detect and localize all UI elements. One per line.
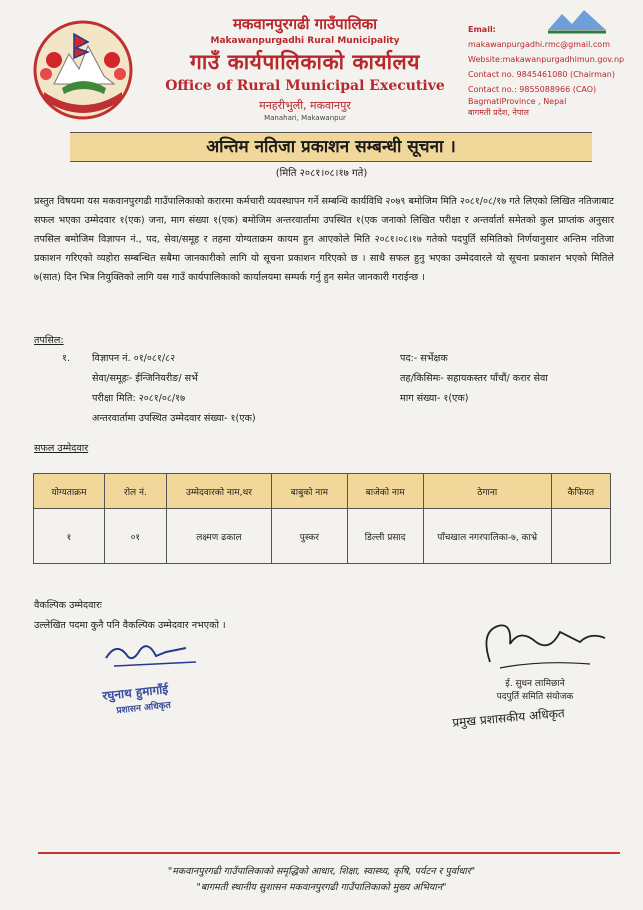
footer-line-1: "मकवानपुरगढी गाउँपालिकाको समृद्धिको आधार, शिक्षा, स्वास्थ्य, कृषि, पर्यटन र पुर्वाधार" <box>167 866 476 877</box>
col-remarks: कैफियत <box>551 474 610 509</box>
col-address: ठेगाना <box>423 474 551 509</box>
demand-count: माग संख्या- १(एक) <box>400 393 469 404</box>
municipality-name-en: Makawanpurgadhi Rural Municipality <box>210 36 400 46</box>
cell-name: लक्ष्मण ढकाल <box>166 509 271 564</box>
email-label: Email: <box>468 25 496 34</box>
sign-left-name: रघुनाथ हुमागाँई <box>101 682 169 703</box>
contact-block <box>468 22 638 119</box>
contact-chairman: Contact no. 9845461080 (Chairman) <box>468 70 615 79</box>
tapsil-serial: १. <box>62 353 71 364</box>
footer-slogan <box>0 864 643 896</box>
col-name: उम्मेदवारको नाम,थर <box>166 474 271 509</box>
cell-remarks <box>551 509 610 564</box>
results-table <box>33 473 611 564</box>
col-rank: योग्यताक्रम <box>34 474 105 509</box>
alternate-label: वैकल्पिक उम्मेदवारः <box>34 600 102 611</box>
footer-divider <box>38 852 620 854</box>
col-roll: रोल नं. <box>104 474 166 509</box>
table-row <box>34 509 611 564</box>
signature-left <box>96 636 236 716</box>
office-name-np: गाउँ कार्यपालिकाको कार्यालय <box>190 50 420 74</box>
col-father: बाबुको नाम <box>271 474 347 509</box>
nepal-emblem-icon <box>24 14 142 122</box>
ad-number: विज्ञापन नं. ०१/०८१/८२ <box>92 353 176 364</box>
cell-roll: ०१ <box>104 509 166 564</box>
website-url[interactable]: makawanpurgadhimun.gov.np <box>502 55 625 64</box>
successful-label: सफल उम्मेदवार <box>34 443 89 454</box>
cell-rank: १ <box>34 509 105 564</box>
alternate-block <box>34 596 226 636</box>
post-name: पद:- सर्भेक्षक <box>400 353 448 364</box>
col-grandfather: बाजेको नाम <box>347 474 423 509</box>
location-en: Manahari, Makawanpur <box>264 114 346 122</box>
letterhead <box>140 14 470 122</box>
sign-right-name: ई. सुधन लामिछाने <box>505 679 565 689</box>
sign-right-title: पदपुर्ति समिति संयोजक <box>496 692 574 702</box>
notice-body: प्रस्तुत विषयमा यस मकवानपुरगढी गाउँपालिकाको करारमा कर्मचारी व्यवस्थापन गर्ने सम्बन्धि कार्यविधि २०७९ बमोजिम मिति २०८१/०८/१७ गते लिएको लिखित नतिजाबाट सफल भएका उम्मेदवार १(एक) जना, माग संख्या १(एक) बमोजिम अन्तरवार्तामा उपस्थित १(एक जनाको लिखित परीक्षा र अन्तर्वार्ता समेतको कुल प्राप्तांक अनुसार तपसिल बमोजिम विज्ञापन नं., पद, सेवा/समूह र तहमा योग्यताक्रम कायम हुन आएकोले मिति २०८१।०८।१७ गतेको पदपुर्ति समितिको निर्णयानुसार अन्तिम नतिजा प्रकाशन गरिएको व्यहोरा सम्बन्धित सबैमा जानकारीको लागि यो सूचना प्रकाशन गरिएको छ । साथै सफल हुनु भएका उम्मेदवारले यो सूचना प्रकाशन भएको मितिले ७(सात) दिन भित्र नियुक्तिको लागि यस गाउँ कार्यपालिकाको कार्यालयमा सम्पर्क गर्नु हुन समेत जानकारी गराईन्छ । <box>34 196 614 283</box>
cell-grandfather: डिल्ली प्रसाद <box>347 509 423 564</box>
municipality-name-np: मकवानपुरगढी गाउँपालिका <box>232 15 378 33</box>
email-address[interactable]: makawanpurgadhi.rmc@gmail.com <box>468 40 610 49</box>
interview-count: अन्तरवार्तामा उपस्थित उम्मेदवार संख्या- १(एक) <box>92 413 256 424</box>
handwritten-signature-icon <box>96 636 236 676</box>
level-type: तह/किसिमः- सहायकस्तर पाँचौं/ करार सेवा <box>400 373 548 384</box>
cell-address: पाँचखाल नगरपालिका-७, काभ्रे <box>423 509 551 564</box>
cell-father: पुस्कर <box>271 509 347 564</box>
exam-date: परीक्षा मिति: २०८१/०८/१७ <box>92 393 186 404</box>
sign-left-title: प्रशासन अधिकृत <box>115 700 172 717</box>
contact-cao: Contact no.: 9855088966 (CAO) <box>468 85 597 94</box>
alternate-text: उल्लेखित पदमा कुनै पनि वैकल्पिक उम्मेदवार नभएको । <box>34 620 226 631</box>
handwritten-signature-icon <box>440 612 630 672</box>
official-stamp: प्रमुख प्रशासकीय अधिकृत <box>451 705 566 730</box>
notice-date: (मिति २०८१।०८।१७ गते) <box>275 168 368 179</box>
website-label: Website: <box>468 55 503 64</box>
province-np: बागमती प्रदेश, नेपाल <box>468 108 529 117</box>
tapsil-label: तपसिल: <box>34 335 64 346</box>
office-name-en: Office of Rural Municipal Executive <box>165 78 445 94</box>
signature-right <box>440 612 630 742</box>
notice-title: अन्तिम नतिजा प्रकाशन सम्बन्धी सूचना । <box>70 132 592 162</box>
table-header-row <box>34 474 611 509</box>
location-np: मनहरीभुली, मकवानपुर <box>259 99 351 112</box>
footer-line-2: "बागमती स्थानीय सुशासन मकवानपुरगढी गाउँपालिकाको मुख्य अभियान" <box>196 882 447 893</box>
service-group: सेवा/समूहः- ईन्जिनियरीङ/ सर्भे <box>92 373 198 384</box>
province-en: BagmatiProvince , Nepal <box>468 97 567 106</box>
